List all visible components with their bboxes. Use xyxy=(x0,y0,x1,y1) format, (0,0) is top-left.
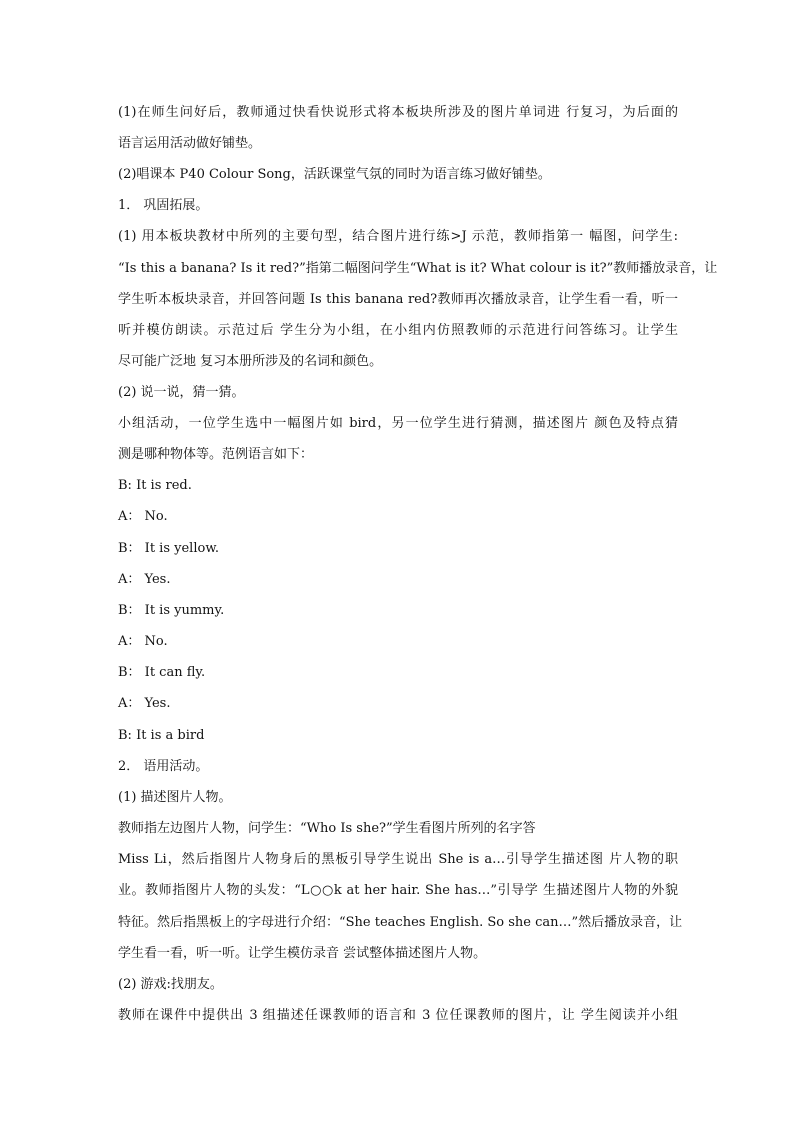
text-line: (1)在师生问好后，教师通过快看快说形式将本板块所涉及的图片单词进 行复习，为后面的 xyxy=(118,105,678,120)
dialogue-line: A： Yes. xyxy=(118,572,171,587)
text-line: Miss Li，然后指图片人物身后的黑板引导学生说出 She is a…引导学生描述图 片人物的职 xyxy=(118,852,678,867)
text-line: 业。教师指图片人物的头发：“L○○k at her hair. She has…”引导学 生描述图片人物的外貌 xyxy=(118,883,678,898)
dialogue-line: B： It is yellow. xyxy=(118,541,220,556)
text-line: “Is this a banana? Is it red?”指第二幅图问学生“What is it? What colour is it?”教师播放录音，让 xyxy=(118,261,718,276)
dialogue-line: A： Yes. xyxy=(118,696,171,711)
text-line: 学生看一看，听一听。让学生模仿录音 尝试整体描述图片人物。 xyxy=(118,946,487,961)
section-heading: 1． 巩固拓展。 xyxy=(118,198,209,213)
text-line: (1) 用本板块教材中所列的主要句型，结合图片进行练>J 示范，教师指第一 幅图，问学生: xyxy=(118,229,678,244)
dialogue-line: B： It is yummy. xyxy=(118,603,225,618)
text-line: 语言运用活动做好铺垫。 xyxy=(118,136,262,151)
dialogue-line: B： It can fly. xyxy=(118,665,206,680)
text-line: (2)唱课本 P40 Colour Song，活跃课堂气氛的同时为语言练习做好铺垫。 xyxy=(118,167,551,182)
text-line: 学生听本板块录音，并回答问题 Is this banana red?教师再次播放录音，让学生看一看，听一 xyxy=(118,292,678,307)
text-line: 听并模仿朗读。示范过后 学生分为小组，在小组内仿照教师的示范进行问答练习。让学生 xyxy=(118,323,678,338)
text-line: 尽可能广泛地 复习本册所涉及的名词和颜色。 xyxy=(118,354,383,369)
subsection-heading: (2) 游戏:找朋友。 xyxy=(118,977,223,992)
dialogue-line: B: It is red. xyxy=(118,478,192,493)
dialogue-line: A： No. xyxy=(118,509,168,524)
subsection-heading: (2) 说一说，猜一猜。 xyxy=(118,385,245,400)
dialogue-line: B: It is a bird xyxy=(118,728,205,743)
text-line: 小组活动，一位学生选中一幅图片如 bird，另一位学生进行猜测，描述图片 颜色及特点猜 xyxy=(118,416,678,431)
dialogue-line: A： No. xyxy=(118,634,168,649)
subsection-heading: (1) 描述图片人物。 xyxy=(118,790,232,805)
section-heading: 2． 语用活动。 xyxy=(118,759,209,774)
text-line: 测是哪种物体等。范例语言如下： xyxy=(118,447,314,462)
text-line: 教师指左边图片人物，问学生：“Who Is she?”学生看图片所列的名字答 xyxy=(118,821,536,836)
text-line: 特征。然后指黑板上的字母进行介绍：“She teaches English. So she can…”然后播放录音，让 xyxy=(118,915,683,930)
text-line: 教师在课件中提供出 3 组描述任课教师的语言和 3 位任课教师的图片，让 学生阅读并小组 xyxy=(118,1008,678,1023)
